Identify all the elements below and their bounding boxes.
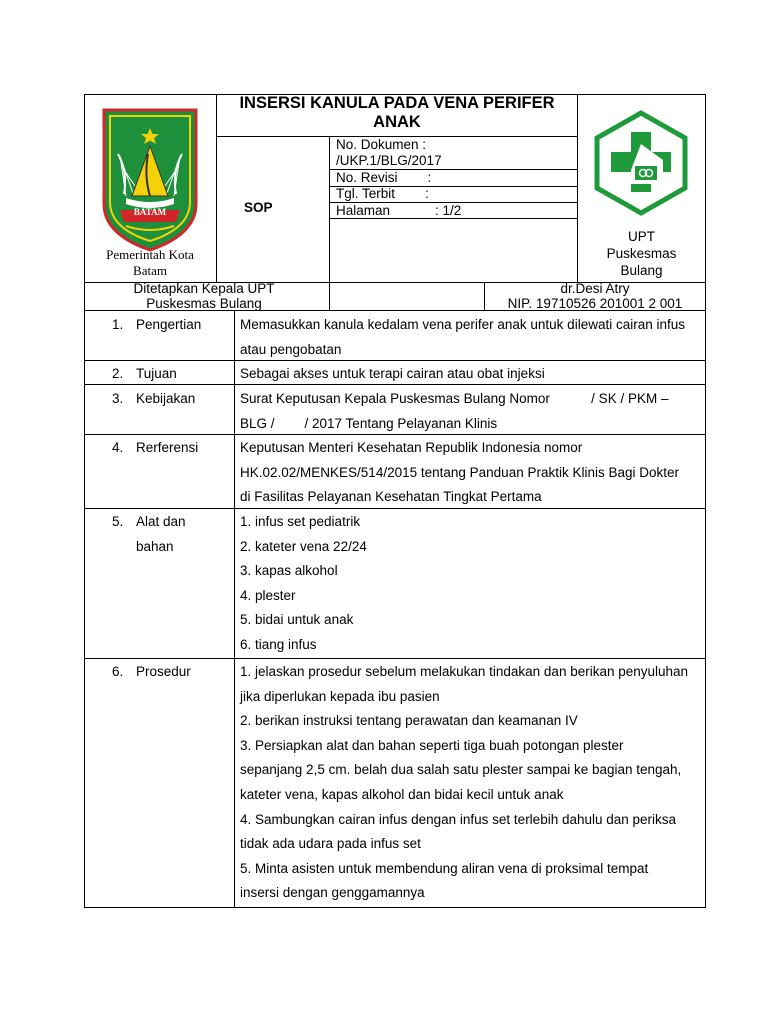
caption-line: Bulang	[620, 263, 663, 278]
sop-document	[84, 94, 706, 908]
revision-label: No. Revisi :	[336, 170, 432, 185]
divider	[329, 136, 330, 310]
batam-coat-of-arms-icon	[98, 106, 202, 252]
section-text-line: tidak ada udara pada infus set	[240, 836, 421, 852]
section-text-line: 6. tiang infus	[240, 637, 317, 652]
section-label: Prosedur	[136, 664, 191, 679]
section-label: Alat dan	[136, 514, 186, 529]
title-line: INSERSI KANULA PADA VENA PERIFER	[239, 94, 555, 112]
divider	[84, 658, 706, 659]
section-number: 5.	[112, 514, 124, 529]
section-text-line: 5. bidai untuk anak	[240, 612, 354, 628]
batam-banner-text: BATAM	[133, 207, 167, 217]
section-text-line: Memasukkan kanula kedalam vena perifer anak untuk dilewati cairan infus	[240, 317, 685, 332]
page-label: Halaman : 1/2	[336, 203, 462, 218]
section-text-line: atau pengobatan	[240, 341, 342, 357]
section-text-line: jika diperlukan kepada ibu pasien	[240, 688, 440, 704]
section-text-line: HK.02.02/MENKES/514/2015 tentang Panduan Praktik Klinis Bagi Dokter	[240, 464, 680, 480]
document-title	[217, 94, 577, 132]
section-text-line: 3. Persiapkan alat dan bahan seperti tiga buah potongan plester	[240, 737, 624, 753]
caption-line: Pemerintah Kota	[106, 247, 194, 262]
left-logo-caption	[90, 247, 210, 279]
section-label: Kebijakan	[136, 391, 196, 406]
section-text-line: insersi dengan genggamannya	[240, 885, 425, 901]
section-number: 4.	[112, 440, 124, 455]
caption-line: UPT	[628, 229, 655, 244]
section-label: bahan	[136, 538, 174, 554]
section-number: 1.	[112, 317, 124, 332]
section-text-line: 4. plester	[240, 587, 296, 603]
section-text-line: sepanjang 2,5 cm. belah dua salah satu plester sampai ke bagian tengah,	[240, 762, 682, 778]
section-label: Tujuan	[136, 366, 177, 381]
section-text-line: Sebagai akses untuk terapi cairan atau obat injeksi	[240, 366, 545, 381]
sop-label: SOP	[244, 200, 273, 215]
right-logo-caption	[577, 228, 706, 279]
section-text-line: Surat Keputusan Kepala Puskesmas Bulang Nomor / SK / PKM –	[240, 391, 669, 406]
section-number: 3.	[112, 391, 124, 406]
section-text-line: 2. kateter vena 22/24	[240, 538, 367, 554]
doc-number-label: No. Dokumen :	[336, 137, 427, 152]
section-text-line: 1. infus set pediatrik	[240, 514, 361, 529]
section-number: 2.	[112, 366, 124, 381]
section-text-line: 5. Minta asisten untuk membendung aliran vena di proksimal tempat	[240, 860, 649, 876]
section-label: Pengertian	[136, 317, 202, 332]
section-text-line: 2. berikan instruksi tentang perawatan dan keamanan IV	[240, 713, 578, 729]
approved-by-line: Puskesmas Bulang	[146, 296, 262, 311]
approved-by-line: Ditetapkan Kepala UPT	[133, 281, 275, 296]
section-text-line: di Fasilitas Pelayanan Kesehatan Tingkat Pertama	[240, 489, 542, 505]
caption-line: Puskesmas	[606, 246, 677, 261]
divider	[84, 360, 706, 361]
section-text-line: 3. kapas alkohol	[240, 563, 338, 579]
signatory	[484, 281, 706, 311]
title-line: ANAK	[373, 113, 421, 131]
issued-label: Tgl. Terbit :	[336, 186, 429, 201]
puskesmas-logo-icon	[591, 110, 691, 216]
section-text-line: Keputusan Menteri Kesehatan Republik Indonesia nomor	[240, 440, 583, 455]
section-text-line: BLG / / 2017 Tentang Pelayanan Klinis	[240, 415, 498, 431]
doc-number-value: /UKP.1/BLG/2017	[336, 153, 442, 168]
section-text-line: 1. jelaskan prosedur sebelum melakukan tindakan dan berikan penyuluhan	[240, 664, 689, 679]
section-number: 6.	[112, 664, 124, 679]
approved-by	[94, 281, 314, 311]
caption-line: Batam	[133, 263, 167, 278]
divider	[234, 310, 235, 908]
section-label: Rerferensi	[136, 440, 199, 455]
signatory-nip: NIP. 19710526 201001 2 001	[507, 296, 683, 311]
section-text-line: kateter vena, kapas alkohol dan bidai kecil untuk anak	[240, 787, 564, 802]
section-text-line: 4. Sambungkan cairan infus dengan infus set terlebih dahulu dan periksa	[240, 811, 677, 827]
signatory-name: dr.Desi Atry	[560, 281, 630, 296]
